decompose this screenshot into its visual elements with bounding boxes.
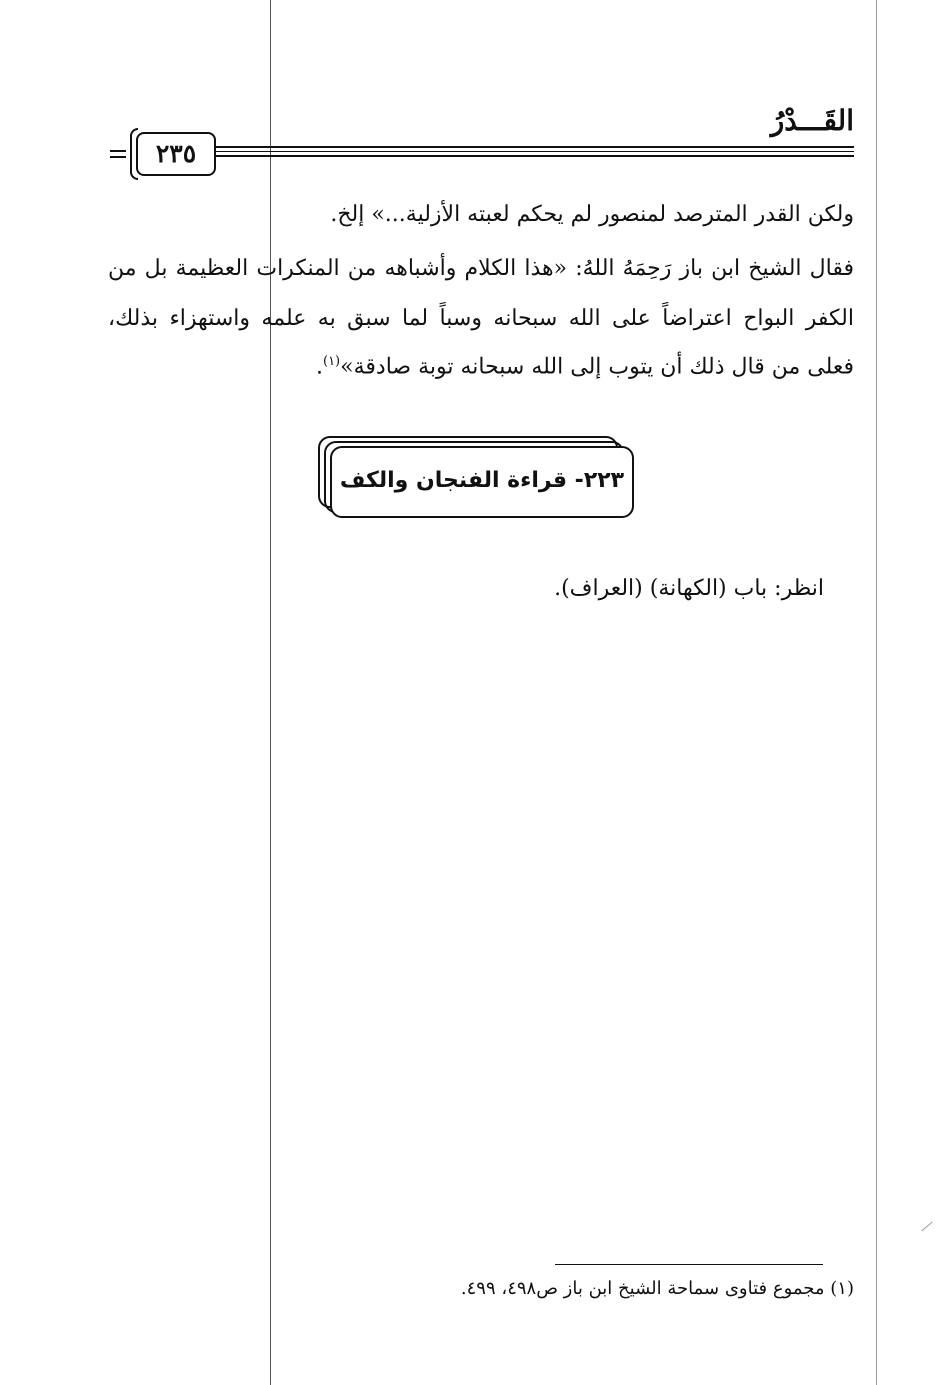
running-title: القَـــدْرُ [770, 104, 854, 137]
footnote-rule [555, 1264, 823, 1265]
page-number-frame [110, 126, 222, 182]
section-heading: ٢٢٣- قراءة الفنجان والكف [330, 446, 634, 518]
footnote-reference: (١) [322, 354, 341, 369]
header-rule [216, 146, 854, 148]
body-line-1: ولكن القدر المترصد لمنصور لم يحكم لعبته الأزلية...» إلخ. [330, 202, 854, 227]
page-number-ornament [110, 156, 126, 158]
header-rule [216, 151, 854, 152]
scan-mark [921, 1222, 932, 1232]
page-number-ornament [110, 150, 126, 152]
section-heading-frame [318, 436, 636, 520]
body-line-4 [108, 354, 854, 379]
footnote: (١) مجموع فتاوى سماحة الشيخ ابن باز ص٤٩٨، ٤٩٩. [460, 1278, 854, 1299]
body-line-3: الكفر البواح اعتراضاً على الله سبحانه وسباً لما سبق به علمه واستهزاء بذلك، [108, 306, 854, 331]
body-line-2: فقال الشيخ ابن باز رَحِمَهُ اللهُ: «هذا الكلام وأشباهه من المنكرات العظيمة بل من [108, 256, 854, 281]
page-number: ٢٣٥ [136, 132, 216, 176]
scan-edge-right [876, 0, 877, 1385]
body-line-4-text: فعلى من قال ذلك أن يتوب إلى الله سبحانه توبة صادقة» [340, 354, 854, 380]
line-end-mark: . [315, 354, 323, 380]
see-also-note: انظر: باب (الكهانة) (العراف). [554, 576, 824, 601]
header-rule [216, 155, 854, 157]
